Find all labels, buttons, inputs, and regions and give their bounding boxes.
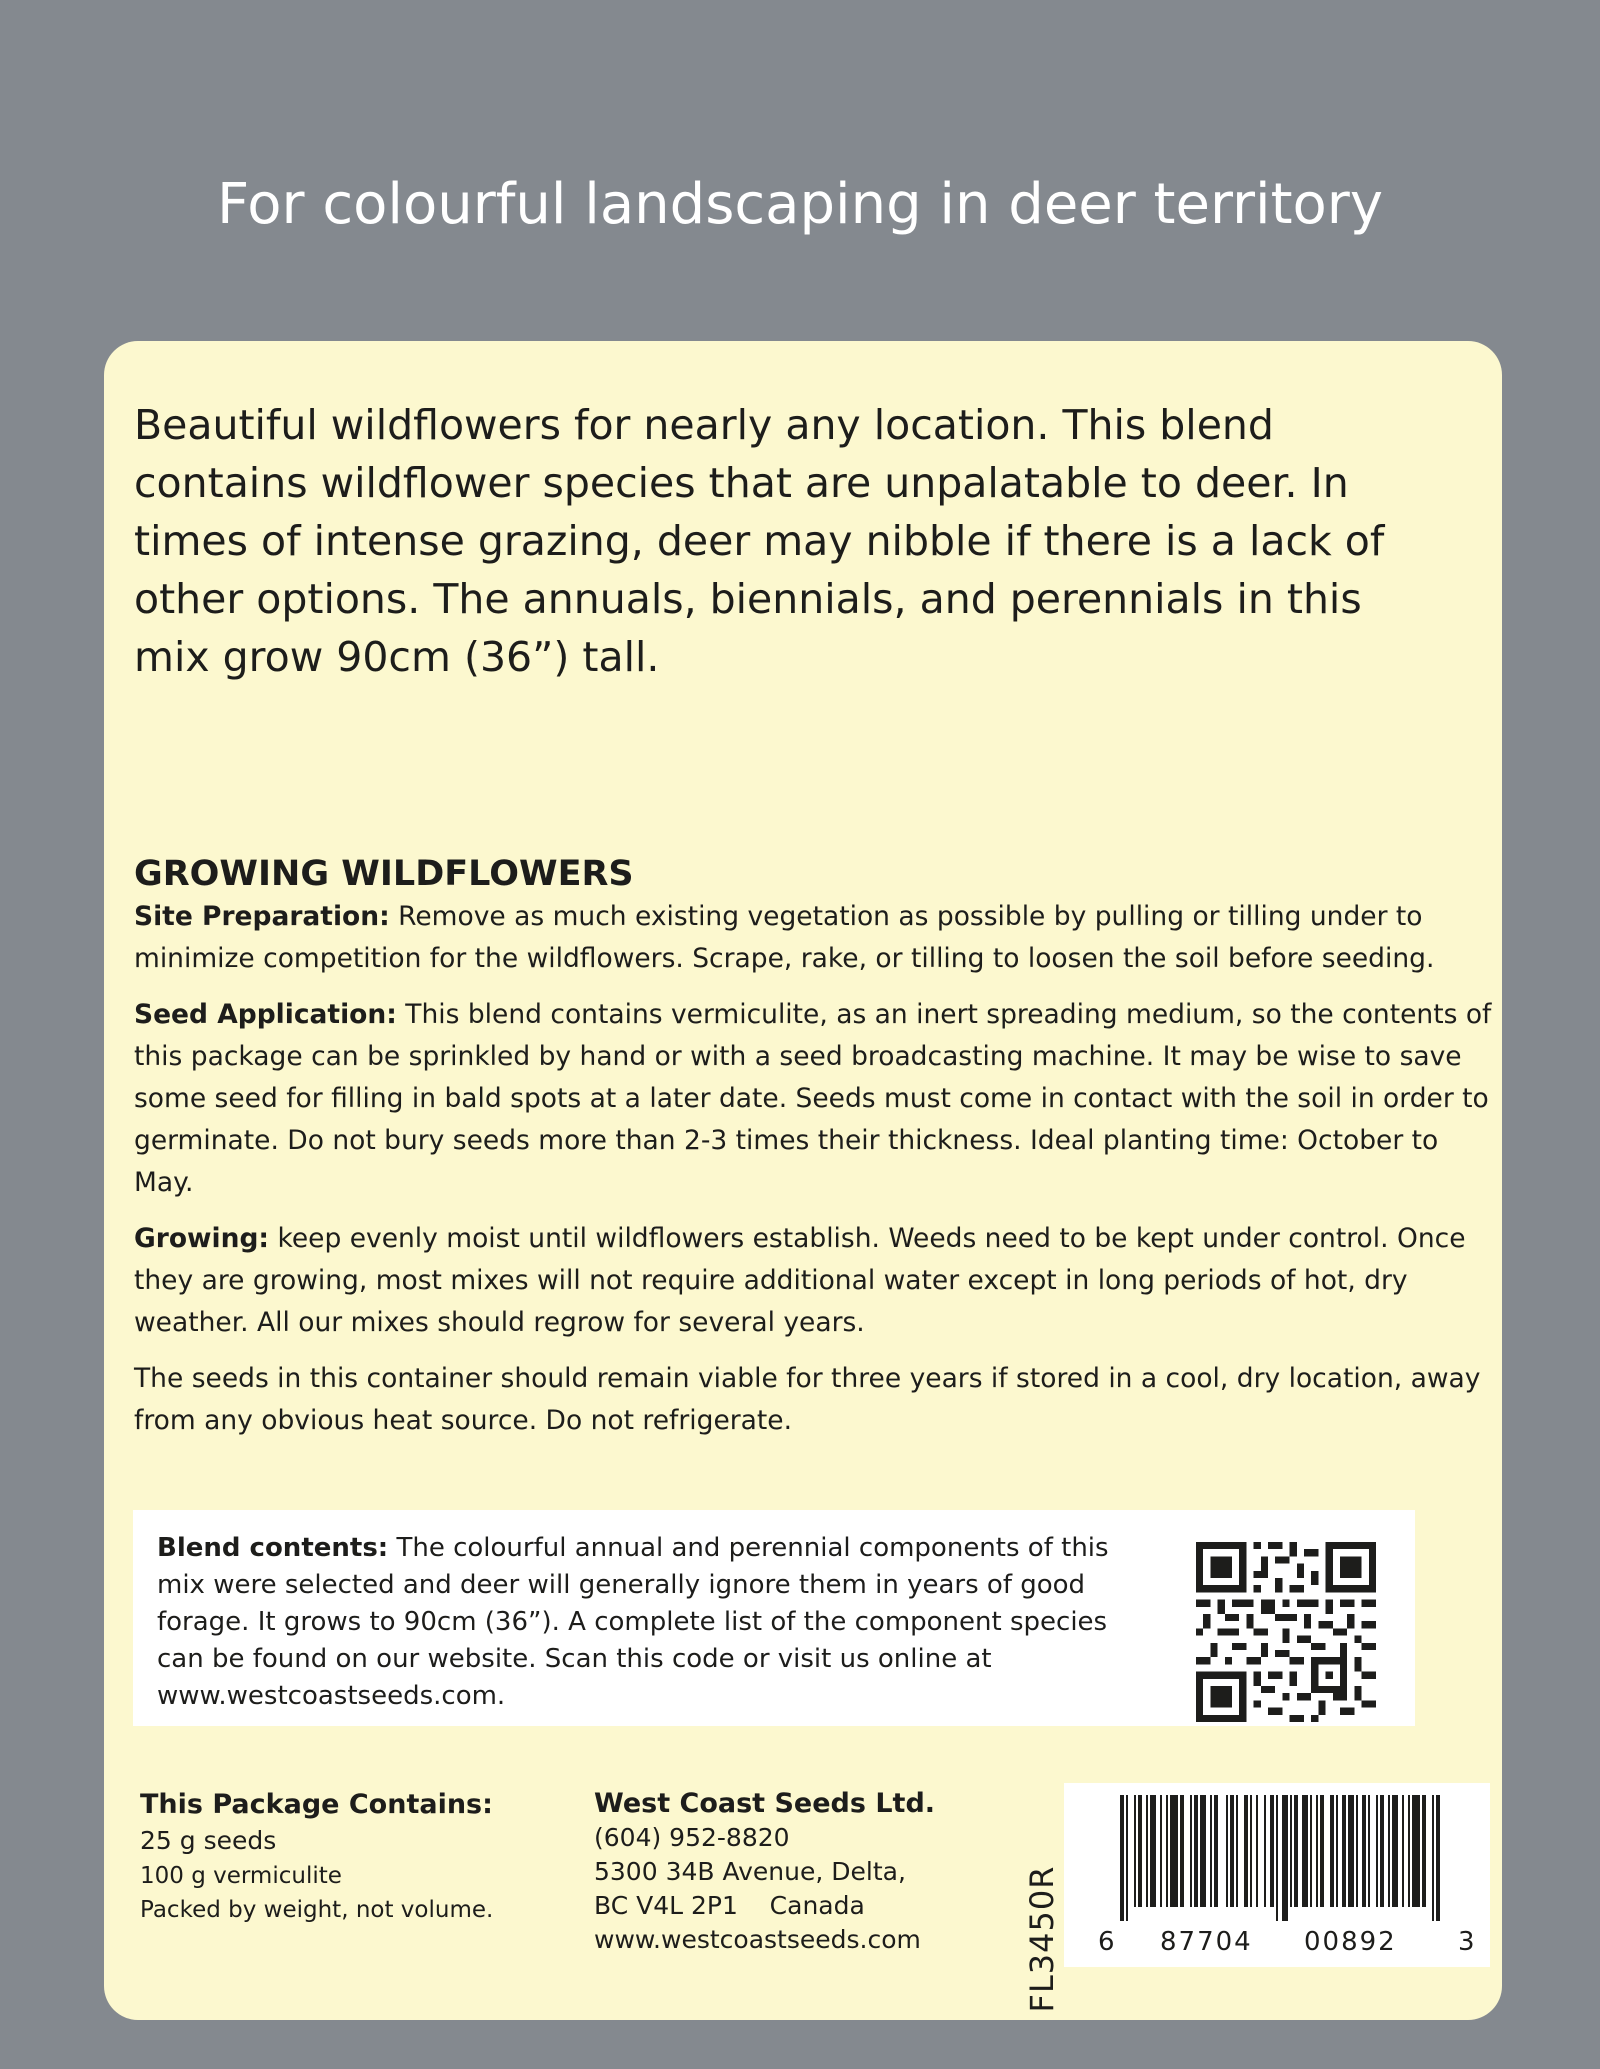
barcode-bar [1380, 1795, 1384, 1907]
info-panel [104, 341, 1502, 2020]
barcode-bar [1250, 1795, 1252, 1907]
site-preparation-text: Remove as much existing vegetation as possible by pulling or tilling under to minimize competition for the wildflowers. Scrape, rake, or tilling to loosen the soil before seeding. [134, 901, 1435, 974]
growing-label: Growing: [134, 1223, 270, 1254]
site-preparation-paragraph [134, 896, 1504, 980]
barcode-bar [1368, 1795, 1370, 1907]
barcode-bar [1230, 1795, 1234, 1907]
barcode-bar [1276, 1795, 1278, 1921]
site-preparation-label: Site Preparation: [134, 901, 390, 932]
barcode-bar [1150, 1795, 1156, 1907]
package-contents [140, 1787, 493, 1927]
barcode-bar [1348, 1795, 1354, 1907]
blend-contents-box [133, 1510, 1415, 1726]
qr-code-icon[interactable] [1196, 1542, 1376, 1722]
barcode-bar [1160, 1795, 1162, 1907]
package-seeds: 25 g seeds [140, 1826, 277, 1855]
barcode-bar [1270, 1795, 1274, 1907]
company-address-line1: 5300 34B Avenue, Delta, [594, 1857, 906, 1886]
barcode-bar [1392, 1795, 1398, 1907]
barcode-bar [1282, 1795, 1288, 1921]
barcode-bar [1330, 1795, 1334, 1907]
barcode-bar [1356, 1795, 1358, 1907]
barcode-bar [1134, 1795, 1136, 1907]
barcode-bar [1126, 1795, 1128, 1921]
seed-application-paragraph [134, 994, 1504, 1204]
barcode-bar [1256, 1795, 1258, 1907]
barcode-bar [1226, 1795, 1228, 1907]
barcode-left-digits: 87704 [1160, 1927, 1253, 1957]
package-vermiculite: 100 g vermiculite [140, 1863, 342, 1889]
barcode-bar [1170, 1795, 1178, 1907]
barcode-bar [1412, 1795, 1420, 1907]
company-website: www.westcoastseeds.com [594, 1925, 921, 1954]
barcode-bar [1200, 1795, 1206, 1907]
barcode-bar [1214, 1795, 1218, 1907]
barcode-bar [1362, 1795, 1366, 1907]
seed-application-text: This blend contains vermiculite, as an inert spreading medium, so the contents of this package can be sprinkled by hand or with a seed broadcasting machine. It may be wise to save some seed for filling in bald spots at a later date. Seeds must come in contact with the soil in order to germinate. Do not bury seeds more than 2-3 times their thickness. Ideal planting time: October to May. [134, 999, 1492, 1198]
package-note: Packed by weight, not volume. [140, 1897, 494, 1923]
barcode-bar [1432, 1795, 1434, 1921]
barcode-bar [1316, 1795, 1318, 1907]
barcode-bar [1190, 1795, 1192, 1907]
package-title: This Package Contains: [140, 1789, 493, 1820]
product-code: FL3450R [1023, 1865, 1061, 2013]
growing-heading: GROWING WILDFLOWERS [134, 854, 634, 894]
barcode-right-digits: 00892 [1304, 1927, 1397, 1957]
company-info [594, 1787, 935, 1957]
intro-text: Beautiful wildflowers for nearly any location. This blend contains wildflower species that are unpalatable to deer. In times of intense grazing, deer may nibble if there is a lack of other options. The annuals, biennials, and perennials in this mix grow 90cm (36”) tall. [134, 401, 1385, 681]
barcode-bar [1402, 1795, 1404, 1907]
barcode-bar [1320, 1795, 1324, 1907]
barcode-bar [1180, 1795, 1184, 1907]
barcode-bar [1310, 1795, 1312, 1907]
barcode-bar [1290, 1795, 1292, 1907]
barcode-bar [1436, 1795, 1440, 1921]
barcode-lead-digit: 6 [1098, 1927, 1117, 1957]
company-address-line2: BC V4L 2P1 Canada [594, 1891, 865, 1920]
tagline: For colourful landscaping in deer territory [217, 172, 1383, 237]
barcode-bar [1146, 1795, 1148, 1907]
barcode-bar [1422, 1795, 1426, 1907]
blend-contents-text [157, 1530, 1157, 1715]
barcode-bar [1336, 1795, 1338, 1907]
barcode-bar [1264, 1795, 1266, 1907]
barcode [1064, 1783, 1490, 1967]
barcode-bar [1408, 1795, 1410, 1907]
barcode-bar [1376, 1795, 1378, 1907]
barcode-bar [1294, 1795, 1298, 1907]
barcode-bar [1236, 1795, 1238, 1907]
company-name: West Coast Seeds Ltd. [594, 1788, 936, 1819]
barcode-bar [1244, 1795, 1248, 1907]
barcode-bar [1194, 1795, 1198, 1907]
blend-contents-label: Blend contents: [157, 1533, 389, 1563]
growing-section [134, 852, 1504, 1456]
barcode-bar [1210, 1795, 1212, 1907]
seed-application-label: Seed Application: [134, 999, 397, 1030]
barcode-bar [1342, 1795, 1346, 1907]
growing-text: keep evenly moist until wildflowers establish. Weeds need to be kept under control. Once they are growing, most mixes will not require additional water except in long periods of hot, dry weather. All our mixes should regrow for several years. [134, 1223, 1466, 1338]
barcode-bar [1120, 1795, 1124, 1921]
storage-paragraph: The seeds in this container should remain viable for three years if stored in a cool, dry location, away from any obvious heat source. Do not refrigerate. [134, 1363, 1481, 1436]
barcode-bars [1120, 1795, 1440, 1921]
barcode-check-digit: 3 [1458, 1927, 1477, 1957]
barcode-bar [1302, 1795, 1308, 1907]
company-phone: (604) 952-8820 [594, 1823, 790, 1852]
blend-contents-description: The colourful annual and perennial components of this mix were selected and deer will generally ignore them in years of good forage. It grows to 90cm (36”). A complete list of the component species can be found on our website. Scan this code or visit us online at www.westcoastseeds.com. [157, 1533, 1109, 1711]
barcode-bar [1388, 1795, 1390, 1907]
barcode-bar [1166, 1795, 1168, 1907]
growing-paragraph [134, 1218, 1504, 1344]
barcode-bar [1138, 1795, 1142, 1907]
